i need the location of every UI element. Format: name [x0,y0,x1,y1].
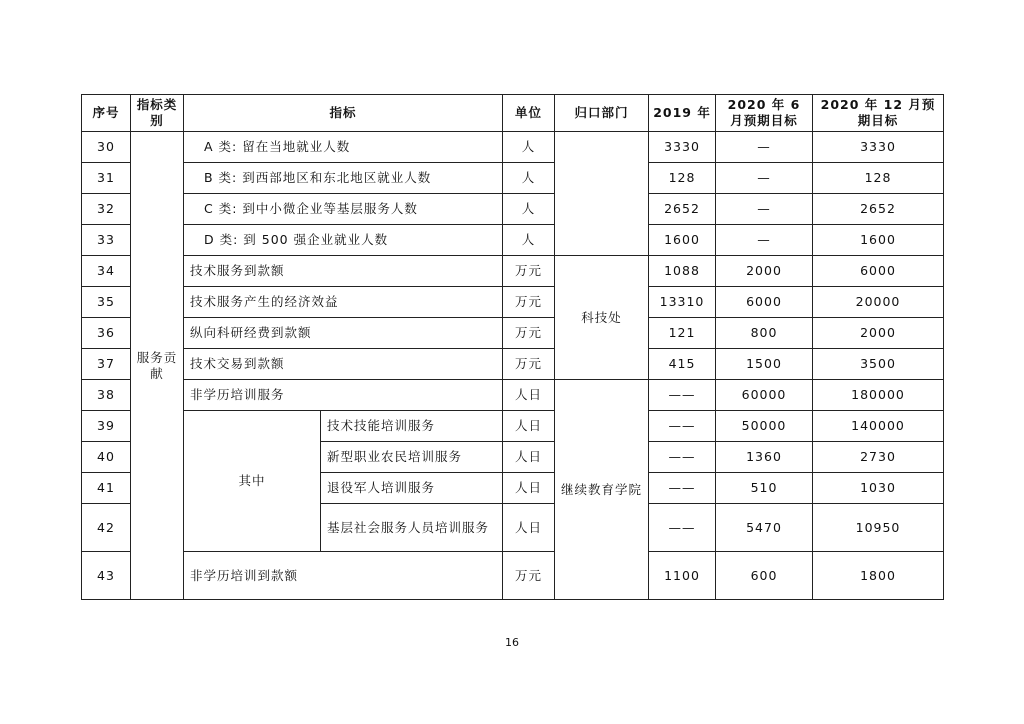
value-2019: —— [649,504,716,552]
value-dec: 6000 [813,256,944,287]
value-dec: 140000 [813,411,944,442]
unit-cell: 人 [503,132,555,163]
row-no: 38 [82,380,131,411]
value-jun: 510 [716,473,813,504]
value-dec: 1030 [813,473,944,504]
value-dec: 10950 [813,504,944,552]
table-row [82,256,944,287]
unit-cell: 人 [503,163,555,194]
dept-cell-jxjy: 继续教育学院 [555,380,649,600]
value-dec: 180000 [813,380,944,411]
value-jun: 60000 [716,380,813,411]
indicator-name: 纵向科研经费到款额 [184,318,503,349]
indicator-name: A 类: 留在当地就业人数 [184,132,503,163]
value-2019: 3330 [649,132,716,163]
row-no: 42 [82,504,131,552]
unit-cell: 人日 [503,442,555,473]
category-cell: 服务贡献 [131,132,184,600]
indicator-name: 技术技能培训服务 [321,411,503,442]
value-jun: 1360 [716,442,813,473]
row-no: 32 [82,194,131,225]
value-jun: — [716,132,813,163]
value-2019: 1088 [649,256,716,287]
value-jun: — [716,194,813,225]
indicator-name: 技术服务产生的经济效益 [184,287,503,318]
value-jun: 2000 [716,256,813,287]
unit-cell: 万元 [503,552,555,600]
row-no: 30 [82,132,131,163]
table-row [82,411,944,442]
indicator-name: 退役军人培训服务 [321,473,503,504]
value-dec: 3500 [813,349,944,380]
table-row [82,225,944,256]
header-2019: 2019 年 [649,95,716,132]
indicator-name: 技术交易到款额 [184,349,503,380]
header-indicator: 指标 [184,95,503,132]
page-number: 16 [505,636,519,649]
value-2019: —— [649,380,716,411]
value-dec: 3330 [813,132,944,163]
indicator-name: C 类: 到中小微企业等基层服务人数 [184,194,503,225]
value-jun: 5470 [716,504,813,552]
indicator-name: 非学历培训到款额 [184,552,503,600]
value-2019: 415 [649,349,716,380]
table-row [82,163,944,194]
row-no: 36 [82,318,131,349]
row-no: 31 [82,163,131,194]
row-no: 39 [82,411,131,442]
table-row [82,287,944,318]
indicator-table [81,94,944,600]
header-seq: 序号 [82,95,131,132]
header-category: 指标类别 [131,95,184,132]
value-jun: 800 [716,318,813,349]
value-jun: 50000 [716,411,813,442]
indicator-name: B 类: 到西部地区和东北地区就业人数 [184,163,503,194]
value-jun: 1500 [716,349,813,380]
row-no: 43 [82,552,131,600]
unit-cell: 人日 [503,380,555,411]
dept-cell-kjc: 科技处 [555,256,649,380]
value-2019: —— [649,473,716,504]
unit-cell: 人 [503,225,555,256]
value-dec: 1600 [813,225,944,256]
unit-cell: 万元 [503,287,555,318]
value-jun: 6000 [716,287,813,318]
row-no: 34 [82,256,131,287]
table-row [82,349,944,380]
value-2019: 121 [649,318,716,349]
unit-cell: 万元 [503,256,555,287]
header-target-jun: 2020 年 6 月预期目标 [716,95,813,132]
unit-cell: 人日 [503,473,555,504]
value-dec: 2652 [813,194,944,225]
indicator-name: 新型职业农民培训服务 [321,442,503,473]
table-row [82,132,944,163]
value-2019: 13310 [649,287,716,318]
indicator-name: 技术服务到款额 [184,256,503,287]
value-2019: 1600 [649,225,716,256]
value-jun: — [716,225,813,256]
value-2019: —— [649,442,716,473]
table-row [82,318,944,349]
row-no: 37 [82,349,131,380]
value-2019: —— [649,411,716,442]
value-jun: 600 [716,552,813,600]
value-dec: 2730 [813,442,944,473]
indicator-name: D 类: 到 500 强企业就业人数 [184,225,503,256]
table-row [82,380,944,411]
qizhong-cell: 其中 [184,411,321,552]
value-2019: 128 [649,163,716,194]
unit-cell: 万元 [503,349,555,380]
value-dec: 128 [813,163,944,194]
header-row [82,95,944,132]
value-dec: 2000 [813,318,944,349]
value-jun: — [716,163,813,194]
value-2019: 1100 [649,552,716,600]
indicator-name: 非学历培训服务 [184,380,503,411]
unit-cell: 人 [503,194,555,225]
indicator-name: 基层社会服务人员培训服务 [321,504,503,552]
value-dec: 20000 [813,287,944,318]
unit-cell: 万元 [503,318,555,349]
value-2019: 2652 [649,194,716,225]
value-dec: 1800 [813,552,944,600]
table-row [82,552,944,600]
table-row [82,194,944,225]
unit-cell: 人日 [503,411,555,442]
header-dept: 归口部门 [555,95,649,132]
dept-cell-empty [555,132,649,256]
row-no: 40 [82,442,131,473]
row-no: 33 [82,225,131,256]
header-unit: 单位 [503,95,555,132]
row-no: 41 [82,473,131,504]
header-target-dec: 2020 年 12 月预期目标 [813,95,944,132]
row-no: 35 [82,287,131,318]
unit-cell: 人日 [503,504,555,552]
